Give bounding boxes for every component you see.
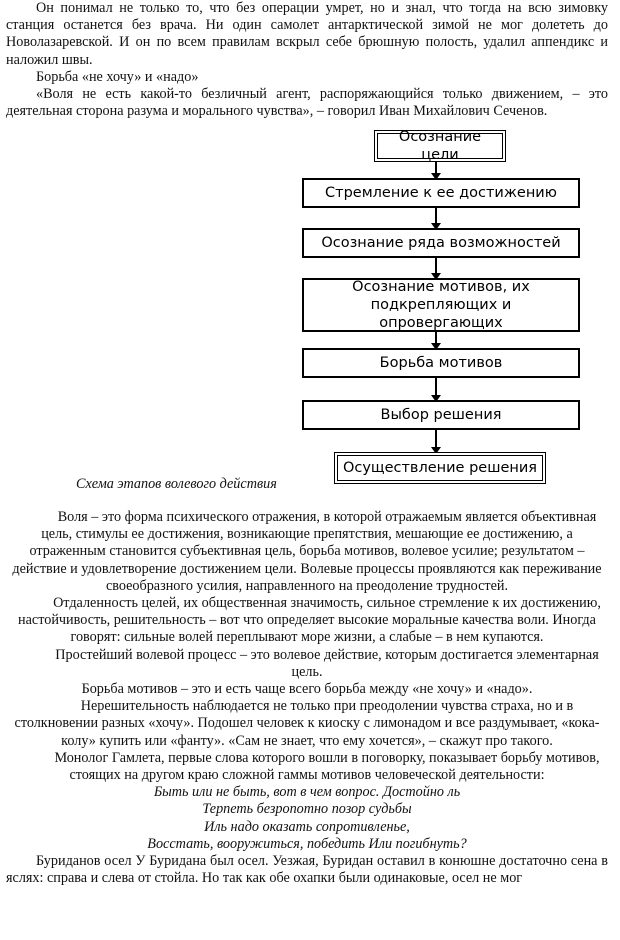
paragraph-indecision: Нерешительность наблюдается не только при преодолении чувства страха, но и в столкновении разных «хочу». Подошел человек к киоску с лимонадом и все раздумывает, «кока-колу» купить или «фанту». «Сам не знает, что ему хочется», – скажут про такого. <box>14 698 600 749</box>
paragraph-moral-qualities: Отдаленность целей, их общественная значимость, сильное стремление к их достижению, настойчивость, решительность – вот что определяет высокие моральные качества воли. Иногда говорят: сильные волей переплывают море жизни, а слабые – в нем купаются. <box>18 595 601 646</box>
arrow-down-icon <box>435 208 437 228</box>
step-box-decision: Выбор решения <box>302 400 580 430</box>
poem-line: Быть или не быть, вот в чем вопрос. Достойно ль <box>153 784 461 801</box>
arrow-down-icon <box>435 258 437 278</box>
arrow-down-icon <box>435 162 437 178</box>
paragraph-buridan: Буриданов осел У Буридана был осел. Уезжая, Буридан оставил в конюшне достаточно сена в яслях: справа и слева от стойла. Но так как обе охапки были одинаковые, осел не мог <box>6 853 608 887</box>
diagram-caption: Схема этапов волевого действия <box>76 476 277 492</box>
paragraph-simple-volitional-process: Простейший волевой процесс – это волевое действие, которым достигается элементарная цель. <box>55 646 599 680</box>
arrow-down-icon <box>435 332 437 348</box>
paragraph-surgery: Он понимал не только то, что без операции умрет, но и знал, что тогда на всю зимовку станция останется без врача. Ни один самолет антарктической зимой не мог долететь до Новолазаревской. И он по всем правилам вскрыл себе брюшную полость, удалил аппендикс и наложил швы. <box>6 0 608 68</box>
paragraph-hamlet: Монолог Гамлета, первые слова которого вошли в поговорку, показывает борьбу мотивов, стоящих на другом краю сложной гаммы мотивов человеческой деятельности: <box>54 749 600 784</box>
step-box-striving: Стремление к ее достижению <box>302 178 580 208</box>
section-heading: Борьба «не хочу» и «надо» <box>36 68 199 85</box>
step-box-goal-awareness: Осознание цели <box>374 130 506 162</box>
paragraph-sechenov-quote: «Воля не есть какой-то безличный агент, распоряжающийся только движением, – это деятельная сторона разума и морального чувства», – говорил Иван Михайлович Сеченов. <box>6 86 608 120</box>
step-box-struggle-of-motives: Борьба мотивов <box>302 348 580 378</box>
poem-line: Восстать, вооружиться, победить Или погибнуть? <box>147 835 467 852</box>
arrow-down-icon <box>435 430 437 452</box>
main-text <box>6 509 608 887</box>
paragraph-struggle-of-motives: Борьба мотивов – это и есть чаще всего борьба между «не хочу» и «надо». <box>81 681 533 698</box>
arrow-down-icon <box>435 378 437 400</box>
paragraph-will-definition: Воля – это форма психического отражения, в которой отражаемым является объективная цель, стимулы ее достижения, возникающие препятствия, мешающие ее достижению, а отраженным становится субъективная цель, борьба мотивов, волевое усилие; результатом – действие и удовлетворение достижением цели. Волевые процессы проявляются как переживание своеобразного усилия, направленного на преодоление трудностей. <box>12 509 602 594</box>
step-box-motives: Осознание мотивов, их подкрепляющих и опровергающих <box>302 278 580 332</box>
poem-line: Иль надо оказать сопротивленье, <box>204 818 410 835</box>
step-box-possibilities: Осознание ряда возможностей <box>302 228 580 258</box>
poem-line: Терпеть безропотно позор судьбы <box>202 801 412 818</box>
volitional-action-flowchart <box>296 130 586 492</box>
step-box-implementation: Осуществление решения <box>334 452 546 484</box>
intro-section <box>6 0 608 120</box>
